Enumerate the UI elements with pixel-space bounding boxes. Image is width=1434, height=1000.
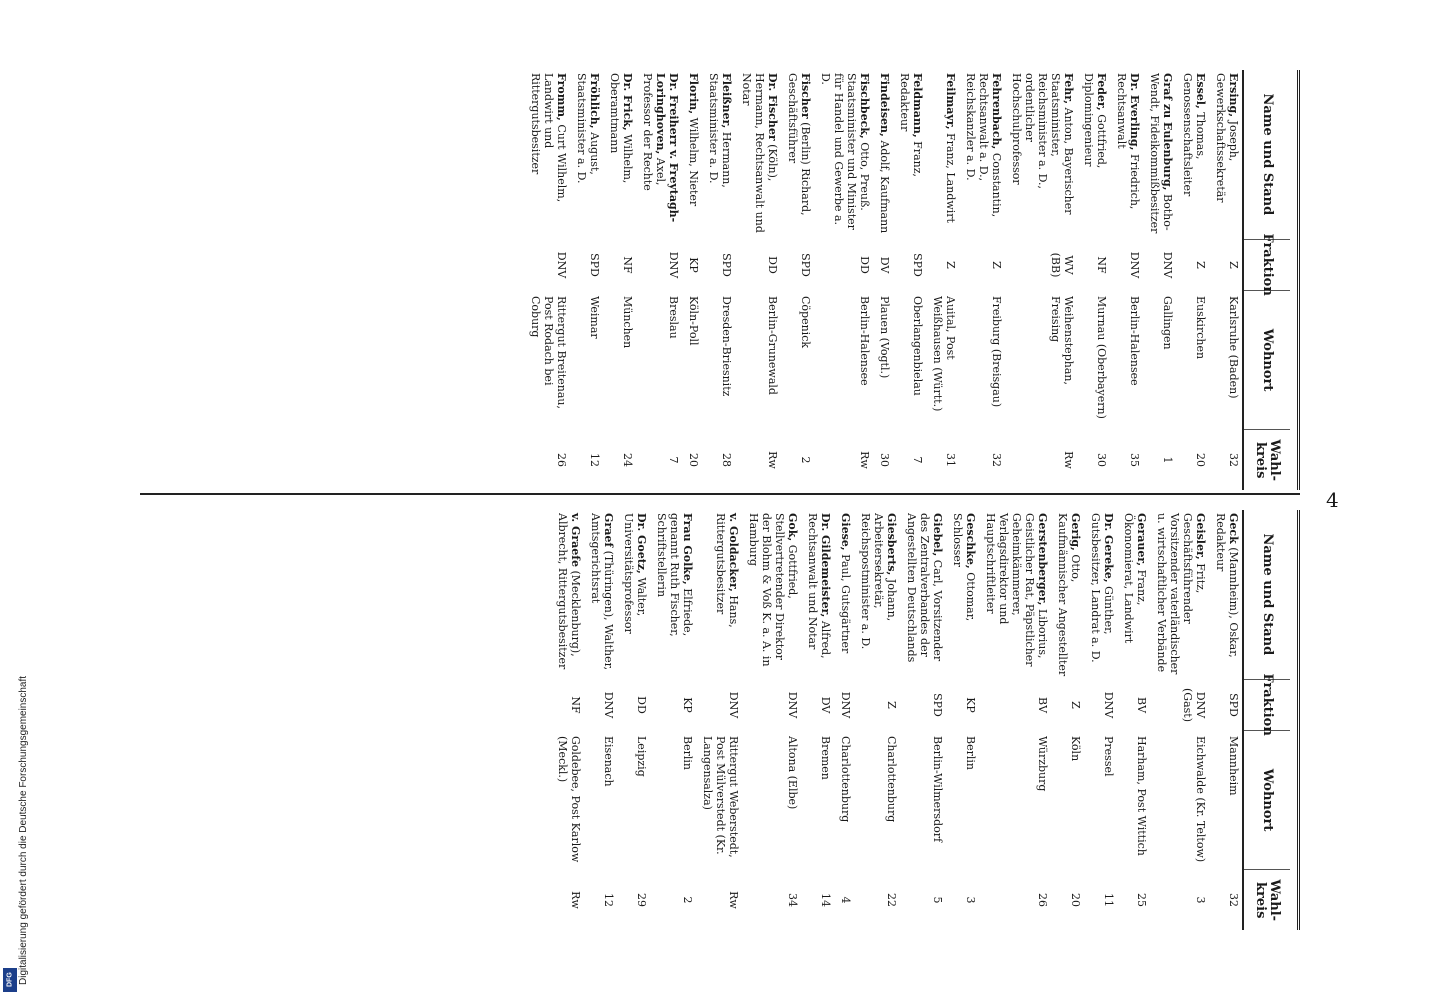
cell-wahlkreis: 7: [667, 456, 680, 464]
member-stand: Alfred, Rechtsanwalt und Notar: [806, 513, 832, 659]
member-name: v. Goldacker,: [727, 513, 740, 592]
cell-fraktion: Z: [1069, 701, 1082, 709]
cell-name-stand: [1084, 510, 1117, 680]
cell-wohnort: Harham, Post Wittich: [1135, 736, 1148, 856]
table-row: [1117, 510, 1150, 930]
cell-wohnort: Berlin-Wilmersdorf: [931, 736, 944, 843]
cell-fraktion: KP: [687, 257, 700, 273]
table-row: [584, 510, 617, 930]
cell-fraktion: DNV: [786, 691, 799, 719]
table-half-second: [160, 510, 1300, 930]
cell-wahlkreis: 1: [1161, 456, 1174, 464]
member-stand: Hermann, Staatsminister a. D.: [707, 73, 733, 188]
cell-fraktion: DD: [858, 256, 871, 274]
member-stand: Thomas, Genossenschaftsleiter: [1181, 73, 1207, 197]
cell-name-stand: [900, 510, 946, 680]
member-name: v. Graefe: [569, 513, 582, 567]
member-stand: Liborius, Geistlicher Rat, Päpstlicher Geheimkämmerer, Verlagsdirektor und Hauptschriftleiter: [984, 513, 1049, 667]
rotated-page: [160, 70, 1300, 930]
cell-wahlkreis: 31: [944, 453, 957, 467]
member-stand: August, Staatsminister a. D.: [575, 73, 601, 184]
cell-wahlkreis: 12: [602, 893, 615, 907]
cell-wohnort: Mannheim: [1227, 736, 1240, 796]
dfg-logo: DFG: [3, 968, 17, 992]
cell-wohnort: Berlin: [681, 736, 694, 770]
cell-wohnort: Eichwalde (Kr. Teltow): [1194, 736, 1207, 863]
header-name: Name und Stand: [1244, 510, 1290, 680]
cell-fraktion: SPD: [720, 253, 733, 277]
cell-name-stand: [1209, 70, 1242, 240]
table-row: [1110, 70, 1143, 490]
cell-wahlkreis: 35: [1128, 453, 1141, 467]
member-stand: Ottomar, Schlosser: [951, 513, 977, 622]
member-stand: Axel, Professor der Rechte: [641, 73, 667, 191]
member-stand: Botho-Wendt, Fideikommißbesitzer: [1148, 73, 1174, 234]
table-row: [1005, 70, 1077, 490]
center-divider: [140, 493, 1300, 495]
cell-fraktion: NF: [1095, 256, 1108, 274]
top-rule: [1297, 70, 1300, 490]
member-stand: Fritz, Geschäftsführender Vorsitzender vaterländischer u. wirtschaftlicher Verbände: [1155, 513, 1207, 675]
cell-name-stand: [959, 70, 1005, 240]
member-stand: Walter, Universitätsprofessor: [622, 513, 648, 634]
cell-wahlkreis: 20: [1194, 453, 1207, 467]
cell-fraktion: DNV: [727, 691, 740, 719]
member-stand: Joseph, Gewerkschaftssekretär: [1214, 73, 1240, 203]
cell-fraktion: Z: [1194, 261, 1207, 269]
member-stand: Wilhelm, Oberamtmann: [608, 73, 634, 184]
member-name: Fehrenbach,: [990, 73, 1003, 150]
cell-wohnort: Murnau (Oberbayern): [1095, 296, 1108, 419]
cell-fraktion: SPD: [1227, 693, 1240, 717]
cell-name-stand: [682, 70, 702, 240]
cell-wohnort: Köln-Poll: [687, 296, 700, 346]
table-row: [1209, 510, 1242, 930]
cell-fraktion: DV: [878, 256, 891, 274]
member-name: Gok,: [786, 513, 799, 542]
cell-wohnort: Plauen (Vogtl.): [878, 296, 891, 379]
member-name: Gerstenberger,: [1036, 513, 1049, 606]
cell-wohnort: Cöpenick: [799, 296, 812, 349]
cell-wahlkreis: 26: [1036, 893, 1049, 907]
header-wahlkreis: Wahl-kreis: [1253, 879, 1282, 922]
member-name: Essel,: [1194, 73, 1207, 109]
cell-wahlkreis: 32: [990, 453, 1003, 467]
table-row: [1077, 70, 1110, 490]
cell-wahlkreis: Rw: [569, 891, 582, 909]
cell-wahlkreis: 7: [911, 456, 924, 464]
member-stand: Paul, Gutsgärtner: [839, 554, 852, 654]
cell-wohnort: Charlottenburg: [839, 736, 852, 823]
table-row: [873, 70, 893, 490]
table-row: [636, 70, 682, 490]
cell-fraktion: DNV: [1102, 691, 1115, 719]
cell-fraktion: BV: [1036, 696, 1049, 714]
member-name: Giebel,: [931, 513, 944, 557]
cell-wahlkreis: 20: [687, 453, 700, 467]
table-row: [979, 510, 1051, 930]
cell-name-stand: [1051, 510, 1084, 680]
cell-wahlkreis: 25: [1135, 893, 1148, 907]
cell-name-stand: [1110, 70, 1143, 240]
table-row: [781, 70, 814, 490]
cell-wahlkreis: 2: [681, 896, 694, 904]
cell-wohnort: Bremen: [819, 736, 832, 780]
cell-fraktion: Z: [1227, 261, 1240, 269]
member-stand: Hans, Rittergutsbesitzer: [714, 513, 740, 628]
member-stand: Constantin, Rechtsanwalt a. D., Reichskanzler a. D.: [964, 73, 1003, 218]
table-row: [742, 510, 801, 930]
table-row: [801, 510, 834, 930]
table-row: [617, 510, 650, 930]
cell-wohnort: Euskirchen: [1194, 296, 1207, 360]
cell-wahlkreis: 30: [878, 453, 891, 467]
table-row: [1051, 510, 1084, 930]
cell-wohnort: Goldebee, Post Karlow (Meckl.): [556, 736, 582, 863]
header-wohnort: Wohnort: [1244, 291, 1290, 431]
cell-wohnort: Berlin-Halensee: [858, 296, 871, 386]
header-wahlkreis: Wahl-kreis: [1253, 439, 1282, 482]
table-header: [1242, 510, 1290, 930]
member-name: Ersing,: [1227, 73, 1240, 118]
table-row: [650, 510, 696, 930]
cell-wahlkreis: 30: [1095, 453, 1108, 467]
cell-wohnort: Charlottenburg: [885, 736, 898, 823]
member-name: Geschke,: [964, 513, 977, 569]
header-wohnort: Wohnort: [1244, 731, 1290, 871]
cell-wohnort: Dresden-Briesnitz: [720, 296, 733, 397]
table-row: [1084, 510, 1117, 930]
cell-fraktion: KP: [964, 697, 977, 713]
cell-name-stand: [854, 510, 900, 680]
member-stand: (Mannheim), Oskar, Redakteur: [1214, 513, 1240, 658]
table-row: [946, 510, 979, 930]
member-name: Gerauer,: [1135, 513, 1148, 567]
cell-fraktion: SPD: [931, 693, 944, 717]
cell-wahlkreis: 3: [964, 896, 977, 904]
table-row: [570, 70, 603, 490]
cell-name-stand: [1005, 70, 1077, 240]
cell-wohnort: Würzburg: [1036, 736, 1049, 792]
cell-wahlkreis: 34: [786, 893, 799, 907]
cell-wahlkreis: 20: [1069, 893, 1082, 907]
cell-name-stand: [801, 510, 834, 680]
cell-wohnort: Gallingen: [1161, 296, 1174, 350]
members-table-second: [551, 510, 1242, 930]
table-row: [900, 510, 946, 930]
table-row: [926, 70, 959, 490]
member-name: Dr. Fischer: [766, 73, 779, 141]
member-stand: (Mecklenburg), Albrecht, Rittergutsbesitzer: [556, 513, 582, 670]
cell-fraktion: DNV: [1128, 251, 1141, 279]
table-row: [1150, 510, 1209, 930]
cell-fraktion: DD: [766, 256, 779, 274]
member-stand: Anton, Bayerischer Staatsminister, Reichsminister a. D., ordentlicher Hochschulprofessor: [1010, 73, 1075, 215]
table-row: [959, 70, 1005, 490]
cell-wahlkreis: 4: [839, 896, 852, 904]
cell-fraktion: Z: [944, 261, 957, 269]
cell-name-stand: [570, 70, 603, 240]
member-name: Dr. Frick,: [621, 73, 634, 131]
member-stand: Wilhelm, Nieter: [687, 117, 700, 207]
table-row: [893, 70, 926, 490]
cell-name-stand: [636, 70, 682, 240]
cell-wahlkreis: 3: [1194, 896, 1207, 904]
table-row: [696, 510, 742, 930]
member-stand: Franz, Redakteur: [898, 73, 924, 177]
cell-name-stand: [1143, 70, 1176, 240]
table-row: [603, 70, 636, 490]
cell-fraktion: NF: [569, 696, 582, 714]
table-row: [1176, 70, 1209, 490]
member-name: Fischer: [799, 73, 812, 119]
cell-fraktion: DNV: [667, 251, 680, 279]
cell-wahlkreis: 5: [931, 896, 944, 904]
cell-wahlkreis: Rw: [766, 451, 779, 469]
member-name: Giese,: [839, 513, 852, 551]
member-stand: (Berlin) Richard, Geschäftsführer: [786, 73, 812, 216]
cell-fraktion: WV (BB): [1049, 252, 1075, 278]
cell-wahlkreis: 29: [635, 893, 648, 907]
table-row: [814, 70, 873, 490]
member-stand: Gottfried, Stellvertretender Direktor der Blohm & Voß K. a. A. in Hamburg: [747, 513, 799, 667]
cell-wahlkreis: 14: [819, 893, 832, 907]
cell-wahlkreis: 2: [799, 456, 812, 464]
table-row: [735, 70, 781, 490]
cell-fraktion: DNV: [602, 691, 615, 719]
cell-wahlkreis: 11: [1102, 893, 1115, 907]
member-name: Feldmann,: [911, 73, 924, 138]
cell-wohnort: Leipzig: [635, 736, 648, 777]
cell-fraktion: DNV: [1161, 251, 1174, 279]
member-stand: Friedrich, Rechtsanwalt: [1115, 73, 1141, 210]
cell-wahlkreis: 32: [1227, 893, 1240, 907]
member-name: Graef: [602, 513, 615, 548]
member-name: Feilmayr,: [944, 73, 957, 130]
cell-fraktion: Z: [990, 261, 1003, 269]
cell-fraktion: BV: [1135, 696, 1148, 714]
member-stand: Johann, Arbeitersekretär, Reichspostminister a. D.: [859, 513, 898, 650]
cell-wohnort: Rittergut Weberstedt, Post Mülverstedt (Kr. Langensalza): [701, 736, 740, 858]
member-name: Fröhlich,: [588, 73, 601, 129]
member-stand: Curt Wilhelm, Landwirt und Rittergutsbesitzer: [529, 73, 568, 203]
cell-fraktion: DNV: [555, 251, 568, 279]
cell-wohnort: Oberlangenbielau: [911, 296, 924, 396]
cell-wahlkreis: Rw: [1062, 451, 1075, 469]
member-name: Frau Golke,: [681, 513, 694, 585]
cell-wahlkreis: Rw: [858, 451, 871, 469]
member-name: Dr. Freiherr v. Freytagh-Loringhoven,: [654, 73, 680, 223]
member-name: Fromm,: [555, 73, 568, 121]
member-name: Findeisen,: [878, 73, 891, 137]
cell-name-stand: [524, 70, 570, 240]
cell-name-stand: [551, 510, 584, 680]
cell-fraktion: DD: [635, 696, 648, 714]
cell-wahlkreis: 22: [885, 893, 898, 907]
member-stand: Franz, Ökonomierat, Landwirt: [1122, 513, 1148, 644]
cell-wohnort: Breslau: [667, 296, 680, 339]
cell-fraktion: KP: [681, 697, 694, 713]
cell-name-stand: [742, 510, 801, 680]
cell-name-stand: [603, 70, 636, 240]
cell-wohnort: Weihenstephan, Freising: [1049, 296, 1075, 385]
member-stand: (Thüringen), Walther, Amtsgerichtsrat: [589, 513, 615, 671]
cell-fraktion: DNV (Gast): [1181, 688, 1207, 722]
table-row: [682, 70, 702, 490]
cell-wohnort: München: [621, 296, 634, 349]
cell-name-stand: [781, 70, 814, 240]
cell-name-stand: [584, 510, 617, 680]
cell-wahlkreis: 24: [621, 453, 634, 467]
cell-wahlkreis: 12: [588, 453, 601, 467]
header-name: Name und Stand: [1244, 70, 1290, 240]
top-rule: [1297, 510, 1300, 930]
cell-name-stand: [946, 510, 979, 680]
cell-fraktion: DNV: [839, 691, 852, 719]
member-stand: Elfriede, genannt Ruth Fischer, Schriftstellerin: [655, 513, 694, 637]
cell-name-stand: [696, 510, 742, 680]
cell-wohnort: Karlsruhe (Baden): [1227, 296, 1240, 399]
table-header: [1242, 70, 1290, 490]
cell-wohnort: Eisenach: [602, 736, 615, 787]
member-stand: Adolf, Kaufmann: [878, 140, 891, 234]
cell-fraktion: SPD: [588, 253, 601, 277]
table-row: [854, 510, 900, 930]
cell-name-stand: [979, 510, 1051, 680]
cell-wohnort: Weimar: [588, 296, 601, 339]
member-name: Geck: [1227, 513, 1240, 544]
member-name: Fleißner,: [720, 73, 733, 129]
member-name: Giesberts,: [885, 513, 898, 576]
member-name: Dr. Everling,: [1128, 73, 1141, 151]
table-row: [1143, 70, 1176, 490]
members-table-first: [524, 70, 1242, 490]
cell-fraktion: SPD: [799, 253, 812, 277]
cell-name-stand: [834, 510, 854, 680]
cell-wohnort: Berlin: [964, 736, 977, 770]
page-number: 4: [1326, 488, 1339, 512]
member-stand: (Köln), Hermann, Rechtsanwalt und Notar: [740, 73, 779, 233]
member-stand: Günther, Gutsbesitzer, Landrat a. D.: [1089, 513, 1115, 663]
table-half-first: [160, 70, 1300, 490]
cell-wohnort: Pressel: [1102, 736, 1115, 777]
cell-name-stand: [1176, 70, 1209, 240]
cell-wohnort: Auital, Post Weißhausen (Württ.): [931, 296, 957, 412]
cell-wohnort: Berlin-Halensee: [1128, 296, 1141, 386]
member-stand: Otto, Kaufmännischer Angestellter: [1056, 513, 1082, 677]
member-name: Dr. Gildemeister,: [819, 513, 832, 618]
cell-fraktion: Z: [885, 701, 898, 709]
cell-wohnort: Altona (Elbe): [786, 736, 799, 810]
member-name: Fischbeck,: [858, 73, 871, 139]
table-row: [551, 510, 584, 930]
cell-name-stand: [1117, 510, 1150, 680]
table-row: [524, 70, 570, 490]
cell-name-stand: [735, 70, 781, 240]
member-name: Feder,: [1095, 73, 1108, 111]
cell-name-stand: [617, 510, 650, 680]
cell-name-stand: [1150, 510, 1209, 680]
cell-name-stand: [1209, 510, 1242, 680]
member-name: Dr. Goetz,: [635, 513, 648, 574]
cell-wohnort: Berlin-Grunewald: [766, 296, 779, 395]
member-stand: Franz, Landwirt: [944, 133, 957, 223]
cell-wohnort: Rittergut Breitenau, Post Rodach bei Coburg: [529, 296, 568, 409]
member-name: Gerig,: [1069, 513, 1082, 551]
cell-name-stand: [873, 70, 893, 240]
member-stand: Otto, Preuß. Staatsminister und Minister für Handel und Gewerbe a. D.: [819, 73, 871, 230]
cell-name-stand: [1077, 70, 1110, 240]
cell-name-stand: [893, 70, 926, 240]
member-stand: Gottfried, Diplomingenieur: [1082, 73, 1108, 169]
table-row: [834, 510, 854, 930]
table-row: [702, 70, 735, 490]
cell-wahlkreis: 32: [1227, 453, 1240, 467]
member-name: Dr. Gereke,: [1102, 513, 1115, 583]
digitization-credit: Digitalisierung gefördert durch die Deutsche Forschungsgemeinschaft: [18, 675, 29, 985]
header-fraktion: Fraktion: [1244, 680, 1290, 731]
member-name: Fehr,: [1062, 73, 1075, 105]
cell-name-stand: [814, 70, 873, 240]
cell-name-stand: [702, 70, 735, 240]
cell-fraktion: DV: [819, 696, 832, 714]
cell-wohnort: Freiburg (Breisgau): [990, 296, 1003, 408]
member-name: Florin,: [687, 73, 700, 115]
cell-fraktion: SPD: [911, 253, 924, 277]
cell-fraktion: NF: [621, 256, 634, 274]
table-row: [1209, 70, 1242, 490]
cell-wahlkreis: Rw: [727, 891, 740, 909]
cell-name-stand: [926, 70, 959, 240]
member-name: Graf zu Eulenburg,: [1161, 73, 1174, 191]
cell-name-stand: [650, 510, 696, 680]
cell-wohnort: Köln: [1069, 736, 1082, 762]
cell-wahlkreis: 26: [555, 453, 568, 467]
cell-wahlkreis: 28: [720, 453, 733, 467]
member-stand: Carl, Vorsitzender des Zentralverbandes der Angestellten Deutschlands: [905, 513, 944, 663]
header-fraktion: Fraktion: [1244, 240, 1290, 291]
member-name: Geisler,: [1194, 513, 1207, 560]
